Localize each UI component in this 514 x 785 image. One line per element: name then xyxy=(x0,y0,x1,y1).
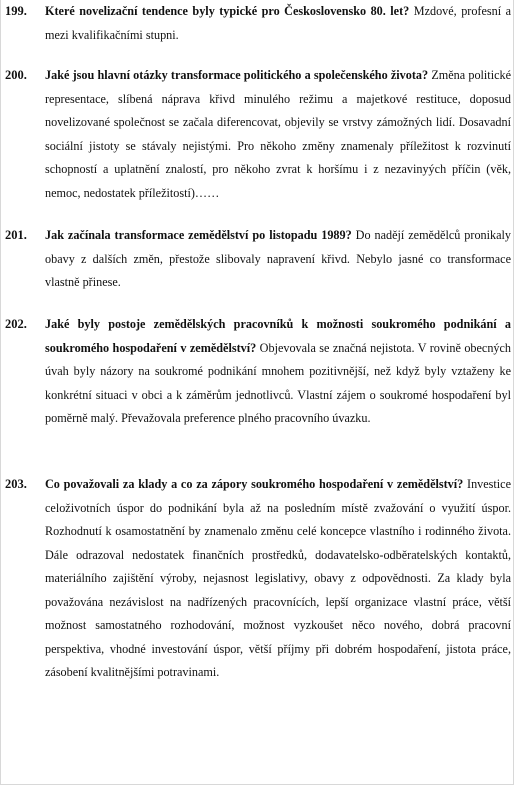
answer-text: Objevovala se značná nejistota. V rovině obecných úvah byly názory na soukromé podnikání mnohem pozitivnější, než když byly vztaženy ke konkrétní situaci v obci a k záměrům jednotlivců. Vlastní zájem o soukromé hospodaření byl poměrně malý. Převažovala preference plného pracovního úvazku. xyxy=(45,340,512,425)
question-item-202 xyxy=(5,313,511,431)
question-item-199 xyxy=(5,0,511,47)
answer-text: Do nadějí zemědělců pronikaly obavy z dalších změn, přestože slibovaly napravení křivd. Nebylo jasné co transformace vlastně přinese. xyxy=(45,228,512,289)
item-number: 202. xyxy=(5,317,27,331)
question-text: Které novelizační tendence byly typické pro Československo 80. let? xyxy=(45,4,410,18)
question-item-203 xyxy=(5,473,511,685)
item-text xyxy=(45,64,511,205)
question-text: Co považovali za klady a co za zápory soukromého hospodaření v zemědělství? xyxy=(45,477,464,491)
item-text xyxy=(45,473,511,685)
answer-text: Investice celoživotních úspor do podnikání byla až na posledním místě zvažování o využití úspor. Rozhodnutí k osamostatnění by znamenalo změnu celé koncepce vlastního i rodinného života. Dále odrazoval nedostatek finančních prostředků, dodavatelsko-odběratelských kontaktů, materiálního zajištění výroby, nejasnost legislativy, obavy z odpovědnosti. Za klady byla považována nezávislost na nadřízených pracovnících, lepší organizace vlastní práce, větší možnost samostatného rozhodování, možnost vyzkoušet něco nového, dobrá pracovní perspektiva, vhodné investování úspor, větší příjmy při dobrém hospodaření, jistota práce, zásobení kvalitnějšími potravinami. xyxy=(45,477,512,679)
answer-text: Mzdové, profesní a mezi kvalifikačními stupni. xyxy=(45,4,512,42)
item-number: 201. xyxy=(5,228,27,242)
question-item-200 xyxy=(5,64,511,205)
item-text xyxy=(45,0,511,47)
item-text xyxy=(45,224,511,295)
answer-text: Změna politické representace, slíbená náprava křivd minulého režimu a majetkové restituce, doposud novelizované společnost se začala diferencovat, objevily se vrstvy zámožných lidí. Dosavadní sociální jistoty se stávaly nejistými. Pro někoho změny znamenaly příležitost k rozvinutí schopností a uplatnění znalostí, pro někoho zvrat k horšímu i z nezavinyých příčin (věk, nemoc, nedostatek příležitostí)…… xyxy=(45,68,511,200)
question-text: Jaké jsou hlavní otázky transformace politického a společenského života? xyxy=(45,68,429,82)
item-number: 200. xyxy=(5,68,27,82)
item-number: 203. xyxy=(5,477,27,491)
item-text xyxy=(45,313,511,431)
item-number: 199. xyxy=(5,4,27,18)
question-item-201 xyxy=(5,224,511,295)
question-text: Jak začínala transformace zemědělství po listopadu 1989? xyxy=(45,228,352,242)
question-text: Jaké byly postoje zemědělských pracovníků k možnosti soukromého podnikání a soukromého hospodaření v zemědělství? xyxy=(45,317,511,355)
